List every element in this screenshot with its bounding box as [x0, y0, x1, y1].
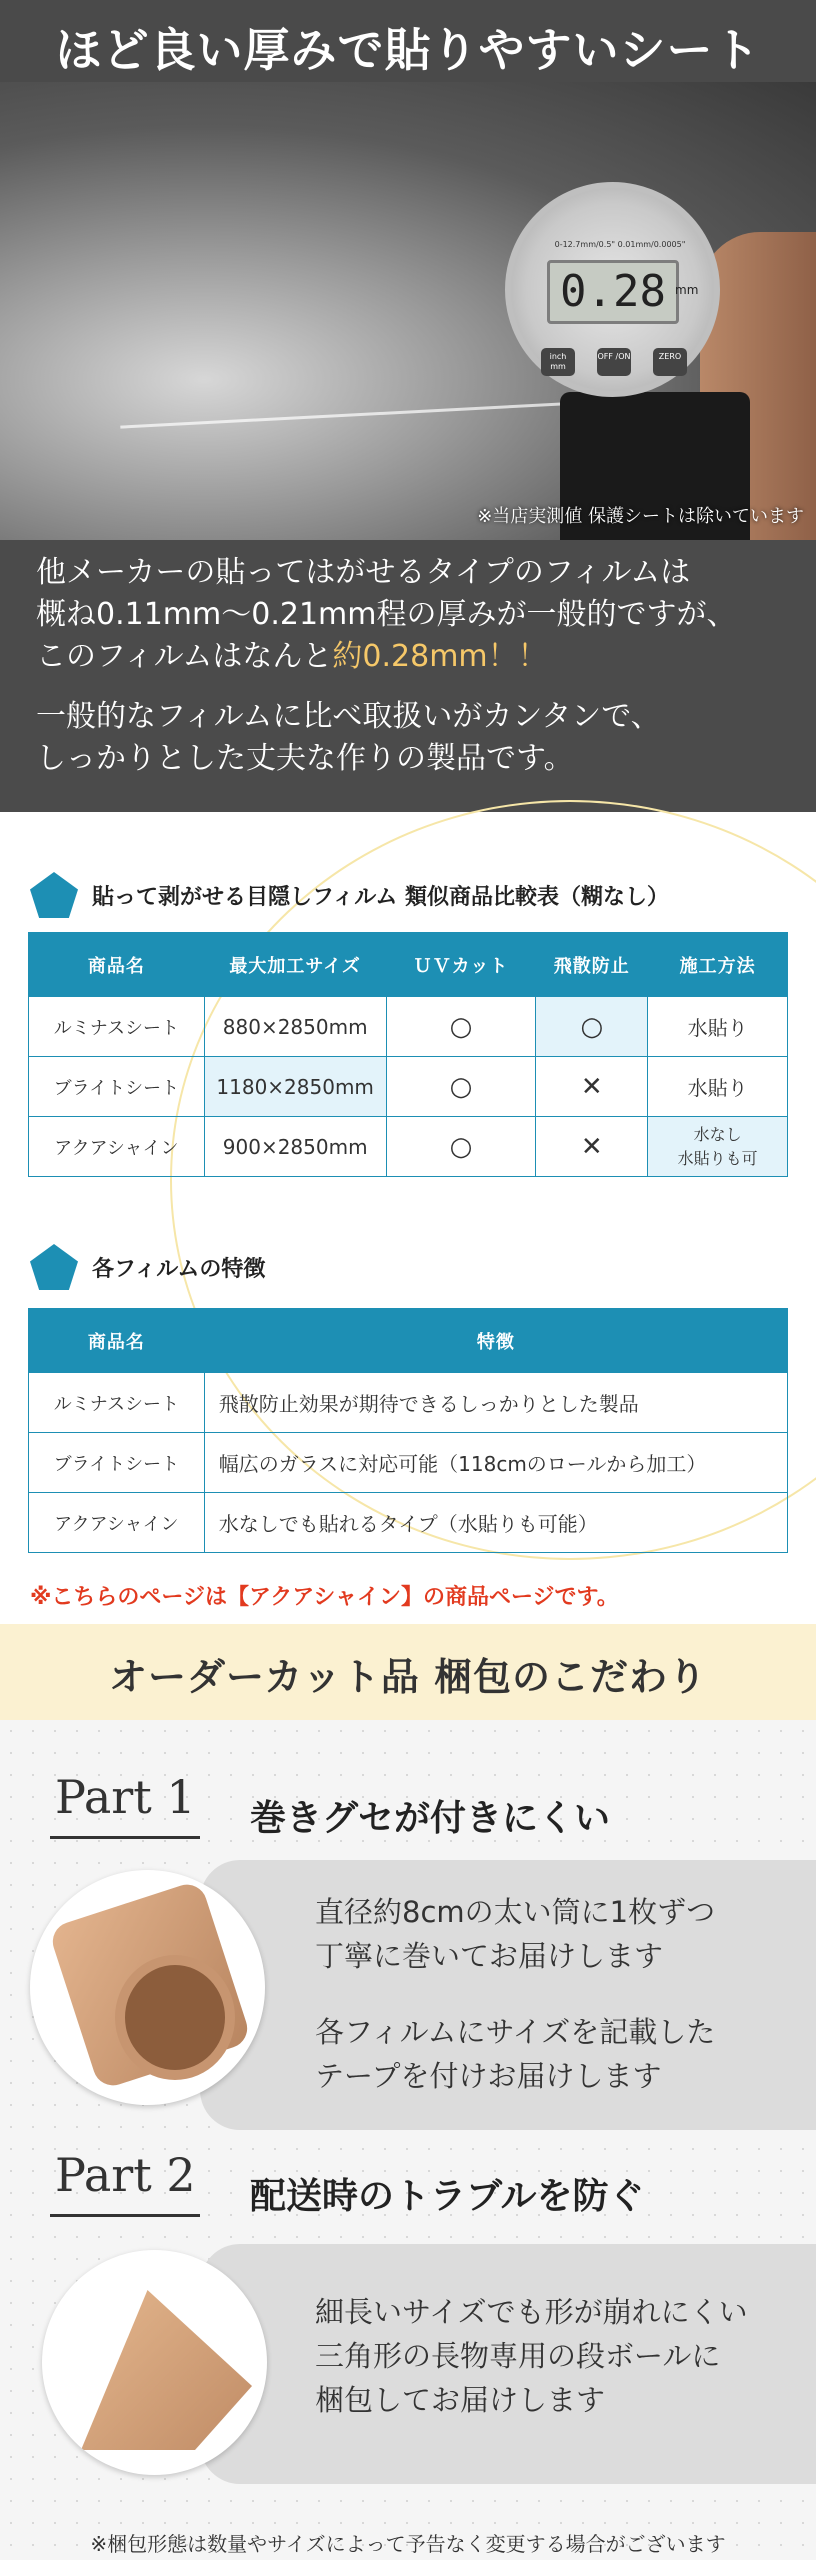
- install-method: 水貼り: [648, 1057, 788, 1117]
- scatter-mark: ○: [536, 997, 648, 1057]
- features-title: 各フィルムの特徴: [92, 1256, 266, 1282]
- comparison-title: 貼って剥がせる目隠しフィルム 類似商品比較表（糊なし）: [92, 884, 670, 910]
- thickness-gauge-photo: [0, 82, 816, 540]
- scatter-mark: ✕: [536, 1057, 648, 1117]
- triangle-box-image: [42, 2250, 267, 2475]
- intro-line-5: しっかりとした丈夫な作りの製品です。: [36, 741, 574, 776]
- table-row: [29, 1493, 788, 1553]
- max-size: 1180×2850mm: [204, 1057, 386, 1117]
- product-name: ブライトシート: [29, 1057, 205, 1117]
- table-row: [29, 997, 788, 1057]
- part-1-heading: 巻きグセが付きにくい: [250, 1798, 611, 1839]
- part-1-text-1b: 丁寧に巻いてお届けします: [315, 1939, 664, 1973]
- intro-line-4: 一般的なフィルムに比べ取扱いがカンタンで、: [36, 699, 661, 734]
- table-row: [29, 1057, 788, 1117]
- part-2-underline: [50, 2214, 200, 2217]
- gauge-display: 0.28: [547, 260, 679, 324]
- max-size: 900×2850mm: [204, 1117, 386, 1177]
- col-header-scatter: 飛散防止: [536, 933, 648, 997]
- comparison-heading: [30, 872, 669, 918]
- gauge-button-zero: ZERO: [653, 348, 687, 376]
- gauge-spec-text: 0-12.7mm/0.5" 0.01mm/0.0005": [554, 240, 686, 249]
- product-name: アクアシャイン: [29, 1117, 205, 1177]
- part-2-text: [315, 2290, 748, 2422]
- product-feature: 飛散防止効果が期待できるしっかりとした製品: [204, 1373, 787, 1433]
- install-method-line-2: 水貼りも可: [677, 1148, 758, 1168]
- hero-title: ほど良い厚みで貼りやすいシート: [55, 23, 761, 77]
- part-1-label: Part 1: [55, 1770, 196, 1824]
- intro-paragraph-1: [36, 552, 816, 678]
- col-header-method: 施工方法: [648, 933, 788, 997]
- gauge-button-power: OFF /ON: [597, 348, 631, 376]
- uv-mark: ○: [386, 1057, 536, 1117]
- part-2-heading: 配送時のトラブルを防ぐ: [250, 2176, 645, 2217]
- col-header-uv: ＵＶカット: [386, 933, 536, 997]
- col-header-name: 商品名: [29, 1309, 205, 1373]
- part-1-text-1: [315, 1890, 715, 1978]
- table-row: [29, 1433, 788, 1493]
- product-feature: 幅広のガラスに対応可能（118cmのロールから加工）: [204, 1433, 787, 1493]
- pentagon-icon: [30, 1244, 78, 1290]
- product-name: ブライトシート: [29, 1433, 205, 1493]
- part-1-text-2b: テープを付けお届けします: [315, 2059, 662, 2093]
- part-2-text-1: 細長いサイズでも形が崩れにくい: [315, 2295, 748, 2329]
- product-name: ルミナスシート: [29, 1373, 205, 1433]
- table-row: [29, 1373, 788, 1433]
- features-table: [28, 1308, 788, 1553]
- part-1-underline: [50, 1836, 200, 1839]
- hero-section: [0, 0, 816, 540]
- part-2-label: Part 2: [55, 2148, 196, 2202]
- packaging-title: オーダーカット品 梱包のこだわり: [108, 1655, 708, 1699]
- part-1-text-2: [315, 2010, 715, 2098]
- page-product-note: ※こちらのページは【アクアシャイン】の商品ページです。: [30, 1585, 619, 1610]
- triangle-cardboard: [62, 2290, 252, 2450]
- max-size: 880×2850mm: [204, 997, 386, 1057]
- table-header-row: [29, 933, 788, 997]
- pentagon-icon: [30, 872, 78, 918]
- table-header-row: [29, 1309, 788, 1373]
- uv-mark: ○: [386, 997, 536, 1057]
- part-2-text-3: 梱包してお届けします: [315, 2383, 606, 2417]
- dial-gauge: [505, 182, 720, 397]
- intro-paragraph-2: [36, 696, 816, 780]
- product-name: アクアシャイン: [29, 1493, 205, 1553]
- part-1-text-1a: 直径約8cmの太い筒に1枚ずつ: [315, 1895, 716, 1929]
- col-header-size: 最大加工サイズ: [204, 933, 386, 997]
- comparison-table: [28, 932, 788, 1177]
- intro-line-3: このフィルムはなんと: [36, 639, 333, 674]
- hero-note: ※当店実測値 保護シートは除いています: [477, 506, 804, 527]
- table-row: [29, 1117, 788, 1177]
- uv-mark: ○: [386, 1117, 536, 1177]
- gauge-unit: mm: [675, 283, 699, 297]
- gauge-button-unit: inch mm: [541, 348, 575, 376]
- intro-thickness-highlight: 約0.28mm！！: [332, 639, 548, 674]
- col-header-name: 商品名: [29, 933, 205, 997]
- intro-line-1: 他メーカーの貼ってはがせるタイプのフィルムは: [36, 555, 691, 590]
- intro-line-2: 概ね0.11mm〜0.21mm程の厚みが一般的ですが、: [36, 597, 737, 632]
- part-2-text-2: 三角形の長物専用の段ボールに: [315, 2339, 721, 2373]
- install-method: 水貼り: [648, 997, 788, 1057]
- install-method: [648, 1117, 788, 1177]
- packaging-footnote: ※梱包形態は数量やサイズによって予告なく変更する場合がございます: [90, 2532, 726, 2556]
- product-name: ルミナスシート: [29, 997, 205, 1057]
- features-heading: [30, 1244, 265, 1290]
- tube-opening: [115, 1955, 235, 2080]
- product-feature: 水なしでも貼れるタイプ（水貼りも可能）: [204, 1493, 787, 1553]
- install-method-line-1: 水なし: [693, 1124, 742, 1144]
- scatter-mark: ✕: [536, 1117, 648, 1177]
- cardboard-tube-image: [30, 1870, 265, 2105]
- col-header-feature: 特徴: [204, 1309, 787, 1373]
- part-1-text-2a: 各フィルムにサイズを記載した: [315, 2015, 716, 2049]
- intro-band: [0, 540, 816, 812]
